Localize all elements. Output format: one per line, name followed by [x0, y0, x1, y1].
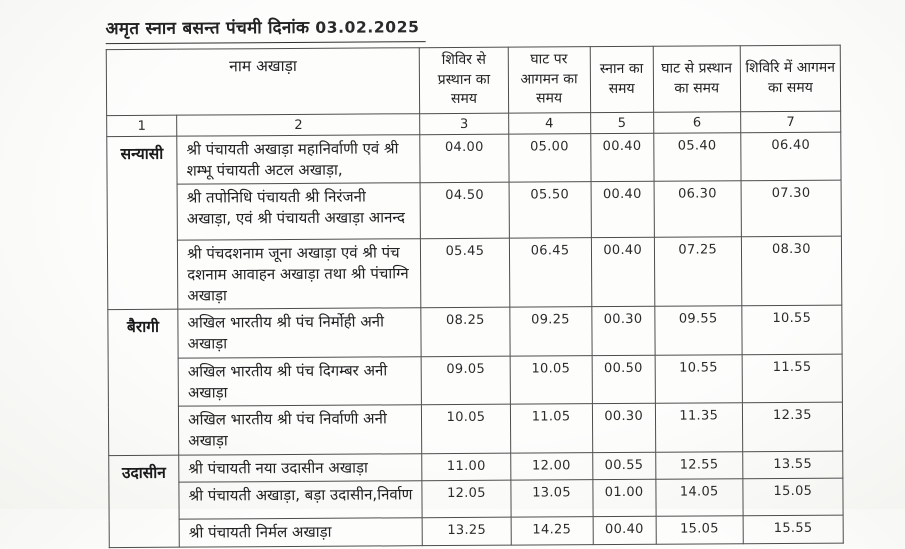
header-name-akhara: नाम अखाड़ा [106, 48, 420, 116]
schedule-row [109, 515, 843, 547]
time-cell: 00.40 [593, 517, 656, 545]
akhara-name-cell: श्री पंचायती अखाड़ा महानिर्वाणी एवं श्री शम्भू पंचायती अटल अखाड़ा, [177, 135, 421, 185]
group-name-cell: सन्यासी [107, 136, 178, 310]
time-cell: 10.05 [510, 355, 592, 404]
group-name-cell: उदासीन [109, 455, 180, 548]
header-camp-departure: शिविर से प्रस्थान का समय [420, 47, 509, 114]
time-cell: 00.55 [592, 452, 655, 480]
time-cell: 07.25 [654, 237, 742, 307]
schedule-row [107, 236, 841, 310]
time-cell: 14.25 [511, 517, 593, 546]
akhara-name-cell: श्री पंचदशनाम जूना अखाड़ा एवं श्री पंच दशनाम आवाहन अखाड़ा तथा श्री पंचाग्नि अखाड़ा [178, 239, 422, 310]
time-cell: 10.05 [422, 404, 510, 453]
schedule-row [108, 402, 842, 455]
time-cell: 06.30 [654, 181, 741, 238]
column-number: 4 [508, 113, 590, 135]
time-cell: 06.40 [741, 132, 841, 181]
time-cell: 07.30 [741, 181, 842, 238]
time-cell: 12.05 [422, 480, 510, 518]
schedule-row [109, 478, 843, 519]
time-cell: 13.25 [423, 517, 511, 546]
time-cell: 10.55 [742, 306, 842, 355]
time-cell: 14.05 [656, 479, 743, 517]
time-cell: 09.25 [509, 307, 591, 356]
time-cell: 11.00 [422, 453, 510, 481]
column-number: 3 [420, 113, 508, 135]
time-cell: 11.55 [742, 354, 842, 403]
time-cell: 11.05 [510, 404, 592, 453]
header-snan-time: स्नान का समय [590, 46, 653, 112]
time-cell: 15.55 [743, 515, 843, 544]
akhara-name-cell: अखिल भारतीय श्री पंच निर्मोही अनी अखाड़ा [178, 308, 422, 358]
akhara-name-cell: अखिल भारतीय श्री पंच निर्वाणी अनी अखाड़ा [179, 405, 423, 455]
column-number: 6 [653, 112, 740, 134]
column-number: 1 [107, 115, 177, 136]
time-cell: 15.05 [743, 478, 843, 516]
title-text: अमृत स्नान बसन्त पंचमी दिनांक [105, 17, 310, 40]
column-number: 7 [740, 111, 840, 133]
akhara-name-cell: श्री पंचायती अखाड़ा, बड़ा उदासीन,निर्वाण [179, 481, 423, 519]
schedule-row [108, 306, 842, 359]
time-cell: 00.30 [592, 403, 655, 452]
akhara-name-cell: अखिल भारतीय श्री पंच दिगम्बर अनी अखाड़ा [178, 357, 422, 407]
bathing-schedule-table [106, 45, 844, 549]
header-camp-arrival: शिविरि में आगमन का समय [740, 45, 841, 112]
time-cell: 04.50 [420, 183, 508, 240]
schedule-row [108, 354, 842, 407]
time-cell: 04.00 [420, 134, 508, 183]
time-cell: 13.55 [743, 451, 843, 479]
column-number: 2 [177, 114, 420, 136]
document-date: 03.02.2025 [315, 18, 420, 37]
time-cell: 05.45 [421, 239, 510, 309]
time-cell: 05.50 [509, 182, 591, 239]
time-cell: 12.55 [655, 451, 742, 479]
time-cell: 05.40 [653, 133, 740, 182]
akhara-name-cell: श्री पंचायती निर्मल अखाड़ा [179, 518, 422, 547]
time-cell: 08.25 [421, 308, 509, 357]
header-ghat-departure: घाट से प्रस्थान का समय [653, 46, 741, 113]
time-cell: 01.00 [593, 480, 656, 517]
time-cell: 00.40 [590, 133, 653, 182]
group-name-cell: बैरागी [108, 310, 179, 456]
time-cell: 15.05 [656, 516, 743, 545]
time-cell: 12.35 [742, 402, 842, 451]
schedule-row [107, 181, 841, 241]
time-cell: 00.40 [591, 238, 654, 307]
time-cell: 00.50 [592, 355, 655, 404]
header-ghat-arrival: घाट पर आगमन का समय [508, 47, 591, 114]
time-cell: 00.40 [591, 182, 654, 238]
time-cell: 10.55 [655, 355, 742, 404]
header-row [106, 45, 840, 115]
column-number: 5 [590, 112, 653, 133]
time-cell: 00.30 [591, 307, 654, 356]
akhara-name-cell: श्री तपोनिधि पंचायती श्री निरंजनी अखाड़ा, एवं श्री पंचायती अखाड़ा आनन्द [177, 183, 421, 240]
akhara-name-cell: श्री पंचायती नया उदासीन अखाड़ा [179, 453, 422, 482]
time-cell: 12.00 [510, 452, 592, 480]
time-cell: 09.05 [422, 356, 510, 405]
document-title [106, 14, 426, 44]
time-cell: 08.30 [741, 236, 842, 306]
schedule-row [109, 451, 843, 483]
time-cell: 06.45 [509, 238, 592, 308]
time-cell: 09.55 [655, 306, 742, 355]
schedule-row [107, 132, 841, 185]
time-cell: 11.35 [655, 403, 742, 452]
time-cell: 13.05 [510, 480, 592, 518]
time-cell: 05.00 [508, 134, 590, 183]
